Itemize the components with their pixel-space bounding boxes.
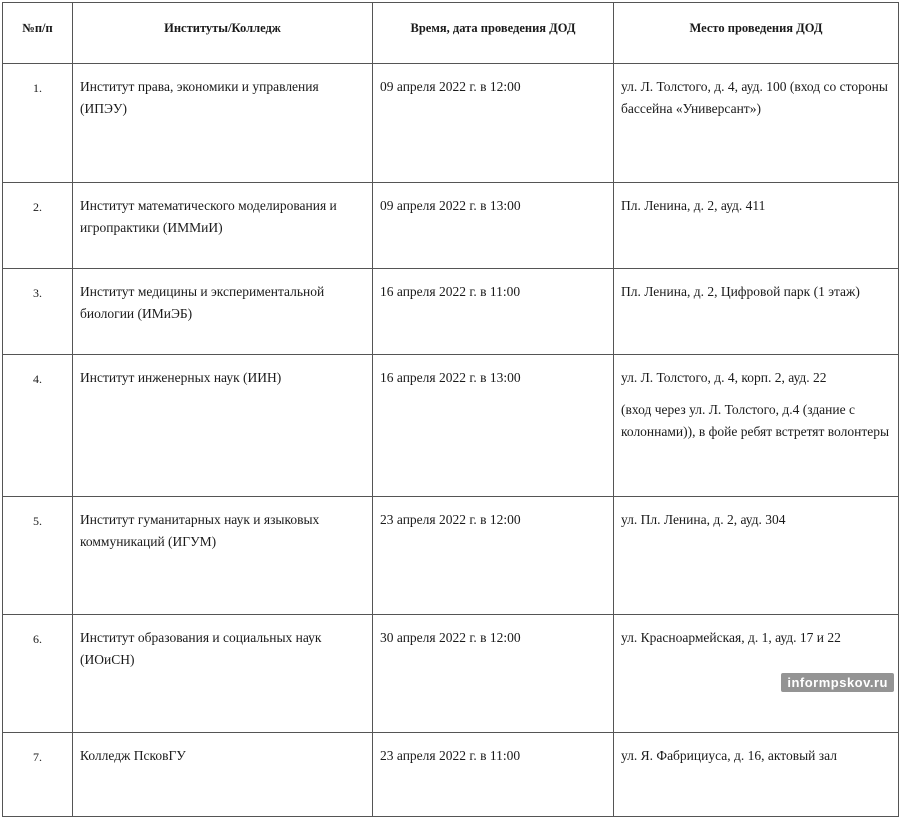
row-number: 7.	[3, 733, 73, 817]
row-institute: Институт права, экономики и управления (ИПЭУ)	[73, 64, 373, 183]
row-institute: Институт инженерных наук (ИИН)	[73, 355, 373, 497]
table-row	[3, 64, 899, 183]
row-time: 30 апреля 2022 г. в 12:00	[373, 615, 614, 733]
table-row	[3, 615, 899, 733]
header-institute: Институты/Колледж	[73, 3, 373, 64]
row-place	[614, 269, 899, 355]
row-number: 2.	[3, 183, 73, 269]
row-time: 09 апреля 2022 г. в 13:00	[373, 183, 614, 269]
watermark-logo: informpskov.ru	[781, 673, 894, 692]
row-time: 09 апреля 2022 г. в 12:00	[373, 64, 614, 183]
table-row	[3, 355, 899, 497]
row-time: 16 апреля 2022 г. в 11:00	[373, 269, 614, 355]
table-row	[3, 733, 899, 817]
row-time: 23 апреля 2022 г. в 11:00	[373, 733, 614, 817]
place-line: Пл. Ленина, д. 2, Цифровой парк (1 этаж)	[621, 284, 860, 299]
place-line: ул. Красноармейская, д. 1, ауд. 17 и 22	[621, 630, 841, 645]
row-institute: Институт гуманитарных наук и языковых коммуникаций (ИГУМ)	[73, 497, 373, 615]
place-line: ул. Я. Фабрициуса, д. 16, актовый зал	[621, 748, 837, 763]
table-row	[3, 183, 899, 269]
row-time: 16 апреля 2022 г. в 13:00	[373, 355, 614, 497]
header-place: Место проведения ДОД	[614, 3, 899, 64]
place-line: ул. Л. Толстого, д. 4, корп. 2, ауд. 22	[621, 370, 827, 385]
table-row	[3, 269, 899, 355]
place-line: ул. Пл. Ленина, д. 2, ауд. 304	[621, 512, 786, 527]
row-institute: Институт медицины и экспериментальной биологии (ИМиЭБ)	[73, 269, 373, 355]
row-place	[614, 733, 899, 817]
row-place	[614, 497, 899, 615]
row-number: 3.	[3, 269, 73, 355]
row-number: 1.	[3, 64, 73, 183]
row-time: 23 апреля 2022 г. в 12:00	[373, 497, 614, 615]
header-time: Время, дата проведения ДОД	[373, 3, 614, 64]
row-institute: Институт образования и социальных наук (ИОиСН)	[73, 615, 373, 733]
row-place	[614, 64, 899, 183]
table-header-row	[3, 3, 899, 64]
row-institute: Колледж ПсковГУ	[73, 733, 373, 817]
row-number: 5.	[3, 497, 73, 615]
row-institute: Институт математического моделирования и игропрактики (ИММиИ)	[73, 183, 373, 269]
row-place	[614, 183, 899, 269]
table-row	[3, 497, 899, 615]
row-place	[614, 355, 899, 497]
row-number: 4.	[3, 355, 73, 497]
place-note: (вход через ул. Л. Толстого, д.4 (здание с колоннами)), в фойе ребят встретят волонтеры	[621, 402, 890, 439]
place-line: ул. Л. Толстого, д. 4, ауд. 100 (вход со стороны бассейна «Универсант»)	[621, 79, 888, 116]
place-line: Пл. Ленина, д. 2, ауд. 411	[621, 198, 766, 213]
header-number: №п/п	[3, 3, 73, 64]
row-number: 6.	[3, 615, 73, 733]
